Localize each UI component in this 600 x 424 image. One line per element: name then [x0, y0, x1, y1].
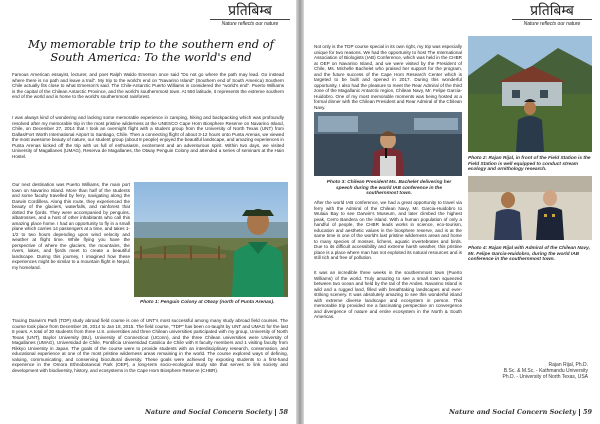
left-page — [0, 0, 296, 424]
masthead-tagline: Nature reflects our nature — [523, 21, 581, 27]
page-footer-left — [145, 408, 288, 416]
author-name: Rajan Rijal, Ph.D. — [548, 362, 588, 368]
masthead-logo: प्रतिबिम्ब — [530, 3, 574, 19]
page-footer-right — [449, 408, 592, 416]
photo-field-station — [468, 36, 592, 152]
photo-2-caption: Photo 2: Rajan Rijal, in front of the Field Station is the Field Station is well equipped to conduct stream ecology and ornithology research. — [468, 156, 591, 173]
photo-admiral — [468, 176, 592, 240]
masthead-rule — [512, 19, 592, 20]
footer-title: Nature and Social Concern Society — [144, 408, 272, 416]
author-degree-2: Ph.D. - University of North Texas, USA — [502, 374, 588, 380]
masthead-logo: प्रतिबिम्ब — [228, 3, 272, 19]
right-paragraph-1: Not only is the TDP course special in its own right, my trip was especially unique for two reasons. We had the opportunity to host The International Association of Biologists (IAB) Conference, which was held in the CHBR at OEP on Navarino Island, and we were visited by the President of Chile, Ms. Michelle Bachelet who praised her support for the program, and the future success of the Cape Horn Research Center which is targeted to be built and opened in 2017. During this wonderful opportunity, I also had the pleasure to meet the Rear Admiral of the third zone of the Magallanic Antarctic region, Chilean Navy, Mr. Felipe Garcia-Huidobro. One of my most memorable moments was being hosted at a formal dinner with the Chilean President and Rear Admiral of the Chilean Navy. — [314, 44, 462, 110]
masthead — [210, 4, 290, 27]
page-number: 59 — [582, 408, 592, 416]
masthead-tagline: Nature reflects our nature — [221, 21, 279, 27]
president-speech-image — [314, 112, 462, 176]
right-paragraph-2: After the world IAB conference, we had a great opportunity to travel via ferry with the Admiral of the Chilean Navy, Mr. Garcia-Huidobro to Wulaia Bay to see Darwin's Museum, and later climbed the highest peak, Cerro Bandera on the island. With a human population of only a handful of people, the CHBR leads works in science, eco-tourism, education and aesthetic values in the biosphere reserve, and is at the same time is one of the world's last pristine wilderness areas and home to many species of mosses, lichens, aquatic invertebrates and birds. Due to its difficult accessibility and extreme harsh weather, this pristine place is a place where man has not exploited its natural resources and is still rich and free of pollution. — [314, 200, 462, 260]
intro-paragraph: Famous American essayist, lecturer, and poet Ralph Waldo Emerson once said "Do not go where the path may lead. Go instead where there is no path and leave a trail". My trip to the world's end on "Navarino Island" (Southern end of South America) Southern Chile actually fits close to what Emerson's said. The Chile-Antarctic Puerto Williams is considered the "world's end". Puerto Williams is the capital of the Chilean Antarctic Province, and the world's southernmost town. At 550 latitude, it represents the extreme southern end of the world and is home to the world's southernmost rainforest. — [12, 72, 284, 99]
article-title: My memorable trip to the southern end of South America: To the world's end — [28, 37, 274, 64]
right-page — [304, 0, 600, 424]
author-credit — [464, 362, 588, 380]
masthead — [512, 4, 592, 27]
photo-1-caption: Photo 1: Penguin Colony at Otway (north of Punta Arenas). — [140, 300, 275, 305]
body-paragraph-2: Our next destination was Puerto Williams, the main port town on Navarino Island. More than half of the students and some faculty travelled by ferry, navigating along the Darwin Cordillera. Along this route, they experienced the beauty of the glaciers, waterfalls, and rainforest that dotted the fjords. They were accompanied by penguins, albatrosses, and a host of other inhabitants who call this amazing place home. I had an opportunity to fly in a small plane which carries 14 passengers at a time, and takes 1-1/2 to two hours depending upon wind velocity and weather at flight time. While flying you have the perspective of where the glaciers, the mountains, the rivers, lakes, and fjords meet to create a beautiful landscape. During this journey, I imagined how these experiences might be similar to a mountain flight in Nepal, my homeland. — [12, 182, 130, 270]
photo-penguin-colony — [134, 182, 288, 297]
masthead-rule — [210, 19, 290, 20]
photo-3-caption: Photo 3: Chilean President Ms. Bachelet delivering her speech during the world IAB conference in the southernmost town. — [326, 180, 452, 197]
page-number: 58 — [278, 408, 288, 416]
admiral-image — [468, 176, 592, 240]
footer-title: Nature and Social Concern Society — [448, 408, 576, 416]
right-paragraph-3: It was an incredible three weeks in the southernmost town (Puerto Williams) of the world. Truly amazing to see a small town squeezed between two ocean and held by the tail of the Andes. Navarino Island is wild and a rugged land, filled with breathtaking landscapes and ever-striking scenery. It was absolutely amazing to see this wonderful island with extreme diverse landscape and ecosystem in person. This memorable trip provided me a fascinating perspective on convergence and divergence of nature and entire ecosystem in the North & South Americas. — [314, 270, 462, 319]
photo-president-speech — [314, 112, 462, 176]
body-paragraph-1: I was always kind of wondering and lacking some memorable experience in camping, hiking and backpacking which was profoundly resolved after my memorable trip in the most pristine wilderness at the UNESCO Cape Horn Biosphere Reserve on Navarino Island, Chile, on December 27, 2014 that I took an overnight flight with a student group from the University of North Texas (UNT) from Dallas/Fort Worth International Airport to Santiago, Chile. Then a connecting flight of about 3-12 hours onto Punta Arenas, we viewed the most awesome beauty of nature, our student group (about 8 people) enjoyed the beautiful landscape, and amazing experiences in Punta Arenas kicked off the trip with us full of enthusiasm, excitement and an adventurous spirit. Within two days, we visited University of Magallanes (UMAG), Reserva de Magallanes, the Otway Penguin Colony and attended a series of seminars at the Hain Hostel. — [12, 115, 284, 159]
penguin-colony-image — [134, 182, 288, 297]
author-degree-1: B.Sc. & M.Sc. - Kathmandu University — [503, 368, 588, 374]
spine-gutter — [296, 0, 304, 424]
field-station-image — [468, 36, 592, 152]
photo-4-caption: Photo 4: Rajan Rijal with Admiral of the Chilean Navy, Mr. Felipe Garcia-Huidobro, during the world IAB conference in the southernmost town. — [468, 246, 590, 263]
body-paragraph-3: Tracing Darwin's Path (TDP) study abroad field course is one of UNT's most successful among many study abroad field courses. The course took place from December 26, 2014 to Jan 18, 2015. The field course, "TDP" has been co-taught by UNT and UMAG for the last 8 years. A total of 30 students from three U.S. universities and three Chilean universities participated with my group, University of North Texas (UNT), Baylor University (BU), University of Connecticut (UConn), and the three Chilean universities were University of Magallanes (UMAG), Universidad de Chile, Pontificia Universidad Catolica de Chile with 8 faculty members and 1 visiting faculty from Rikkyo University in Japan. The goals of the course were to provide students with an interdisciplinary research, conservation, and educational experience at one of the most pristine wilderness areas remaining in the world. The course explored ways of defining, valuing, communicating, and conserving biocultural diversity. These goals were achieved by exposing students to a first-hand experience in the Omora Ethnobotanical Park (OEP), a long-term socio-ecological study site that serves to link society and development with biodiversity, history, and ecosystems in the Cape Horn Biosphere Reserve (CHBR). — [12, 318, 288, 373]
